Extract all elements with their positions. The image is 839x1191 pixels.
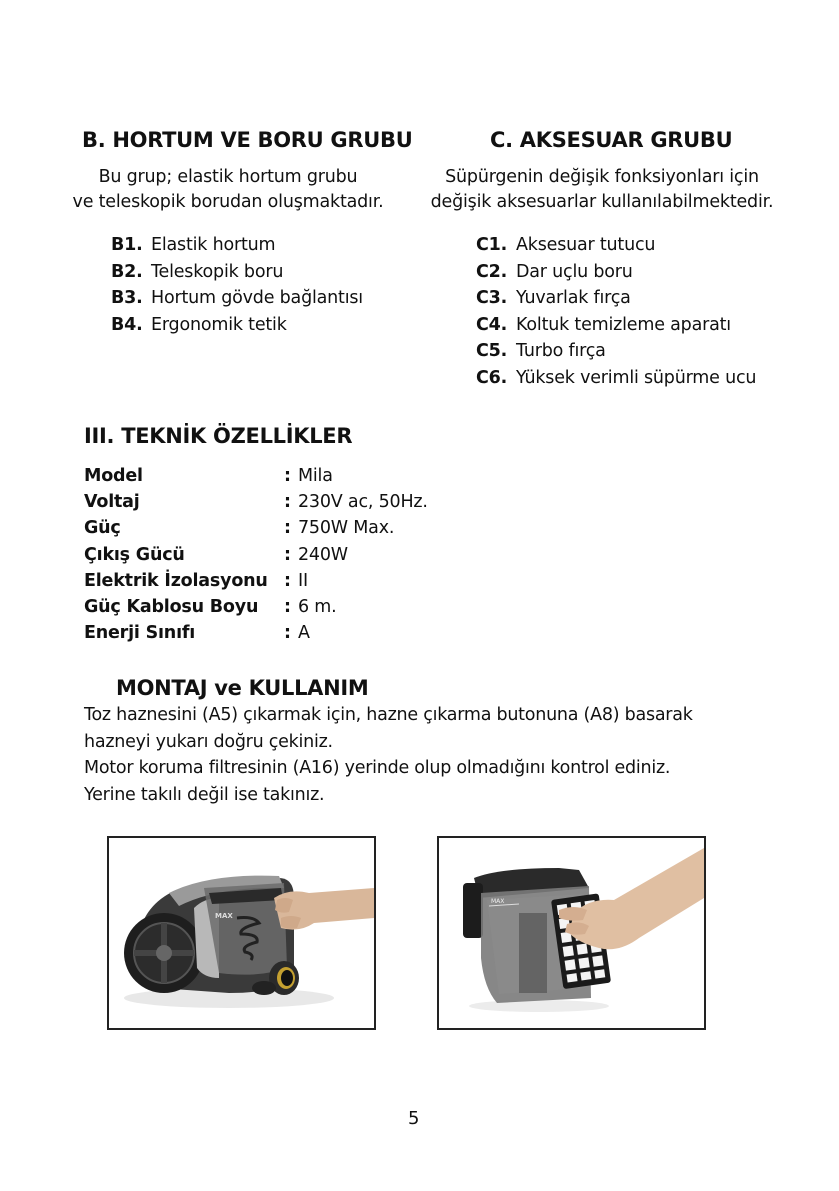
assembly-paragraph (84, 702, 693, 808)
filter-check-photo (437, 836, 706, 1030)
section-b-title: B. HORTUM VE BORU GRUBU (82, 128, 413, 152)
assembly-line: hazneyi yukarı doğru çekiniz. (84, 731, 333, 752)
item-code: B2. (111, 261, 143, 282)
spec-row (84, 463, 484, 489)
spec-value: 750W Max. (298, 518, 395, 539)
item-code: B4. (111, 314, 143, 335)
spec-value: 240W (298, 544, 348, 565)
spec-label: Güç (84, 518, 121, 539)
section-c-intro-line-2: değişik aksesuarlar kullanılabilmektedir. (430, 192, 774, 212)
list-item (476, 285, 756, 312)
max-label: MAX (491, 898, 505, 905)
item-code: C1. (476, 235, 508, 255)
spec-row (84, 489, 484, 515)
max-label: MAX (215, 912, 233, 920)
section-b-list (111, 232, 363, 338)
assembly-title: MONTAJ ve KULLANIM (116, 676, 369, 700)
spec-value: A (298, 623, 310, 644)
item-code: B1. (111, 235, 143, 255)
item-code: C3. (476, 288, 508, 308)
item-label: Yüksek verimli süpürme ucu (516, 367, 757, 388)
spec-colon: : (284, 570, 291, 591)
spec-colon: : (284, 518, 291, 539)
item-code: C2. (476, 261, 508, 282)
item-label: Hortum gövde bağlantısı (151, 288, 363, 308)
list-item (111, 232, 363, 259)
spec-value: Mila (298, 466, 333, 486)
assembly-line: Toz haznesini (A5) çıkarmak için, hazne çıkarma butonuna (A8) basarak (84, 705, 693, 725)
assembly-line: Motor koruma filtresinin (A16) yerinde olup olmadığını kontrol ediniz. (84, 758, 671, 778)
item-label: Teleskopik boru (151, 261, 284, 282)
item-code: B3. (111, 288, 143, 308)
section-c-intro (418, 165, 786, 215)
spec-row (84, 515, 484, 541)
spec-label: Voltaj (84, 492, 140, 513)
item-label: Elastik hortum (151, 235, 276, 255)
spec-colon: : (284, 623, 291, 644)
spec-label: Güç Kablosu Boyu (84, 596, 259, 617)
spec-label: Çıkış Gücü (84, 544, 185, 565)
spec-colon: : (284, 544, 291, 565)
vacuum-illustration (109, 838, 374, 1028)
list-item (111, 285, 363, 312)
container-filter-illustration (439, 838, 704, 1028)
list-item (111, 259, 363, 286)
spec-value: 6 m. (298, 596, 337, 617)
item-label: Turbo fırça (516, 341, 606, 361)
list-item (111, 312, 363, 339)
spec-row (84, 542, 484, 568)
section-b-intro (60, 165, 396, 215)
spec-table (84, 463, 484, 646)
vacuum-container-removal-photo (107, 836, 376, 1030)
section-c-intro-line-1: Süpürgenin değişik fonksiyonları için (445, 167, 759, 187)
spec-value: 230V ac, 50Hz. (298, 492, 428, 513)
item-label: Ergonomik tetik (151, 314, 287, 335)
item-label: Koltuk temizleme aparatı (516, 314, 731, 335)
section-c-list (476, 232, 756, 391)
spec-label: Model (84, 466, 143, 486)
page-number: 5 (408, 1108, 420, 1129)
item-label: Dar uçlu boru (516, 261, 633, 282)
spec-row (84, 620, 484, 646)
spec-colon: : (284, 492, 291, 513)
spec-value: II (298, 570, 308, 591)
spec-colon: : (284, 596, 291, 617)
list-item (476, 338, 756, 365)
assembly-line: Yerine takılı değil ise takınız. (84, 784, 325, 805)
spec-label: Elektrik İzolasyonu (84, 570, 268, 591)
list-item (476, 365, 756, 392)
section-c-title: C. AKSESUAR GRUBU (490, 128, 733, 152)
spec-label: Enerji Sınıfı (84, 623, 196, 644)
item-label: Aksesuar tutucu (516, 235, 656, 255)
list-item (476, 232, 756, 259)
item-label: Yuvarlak fırça (516, 288, 631, 308)
list-item (476, 312, 756, 339)
spec-colon: : (284, 466, 291, 486)
spec-row (84, 568, 484, 594)
tech-title: III. TEKNİK ÖZELLİKLER (84, 424, 353, 448)
section-b-intro-line-1: Bu grup; elastik hortum grubu (98, 167, 358, 187)
item-code: C6. (476, 367, 508, 388)
item-code: C5. (476, 341, 508, 361)
list-item (476, 259, 756, 286)
section-b-intro-line-2: ve teleskopik borudan oluşmaktadır. (72, 192, 384, 212)
spec-row (84, 594, 484, 620)
item-code: C4. (476, 314, 508, 335)
